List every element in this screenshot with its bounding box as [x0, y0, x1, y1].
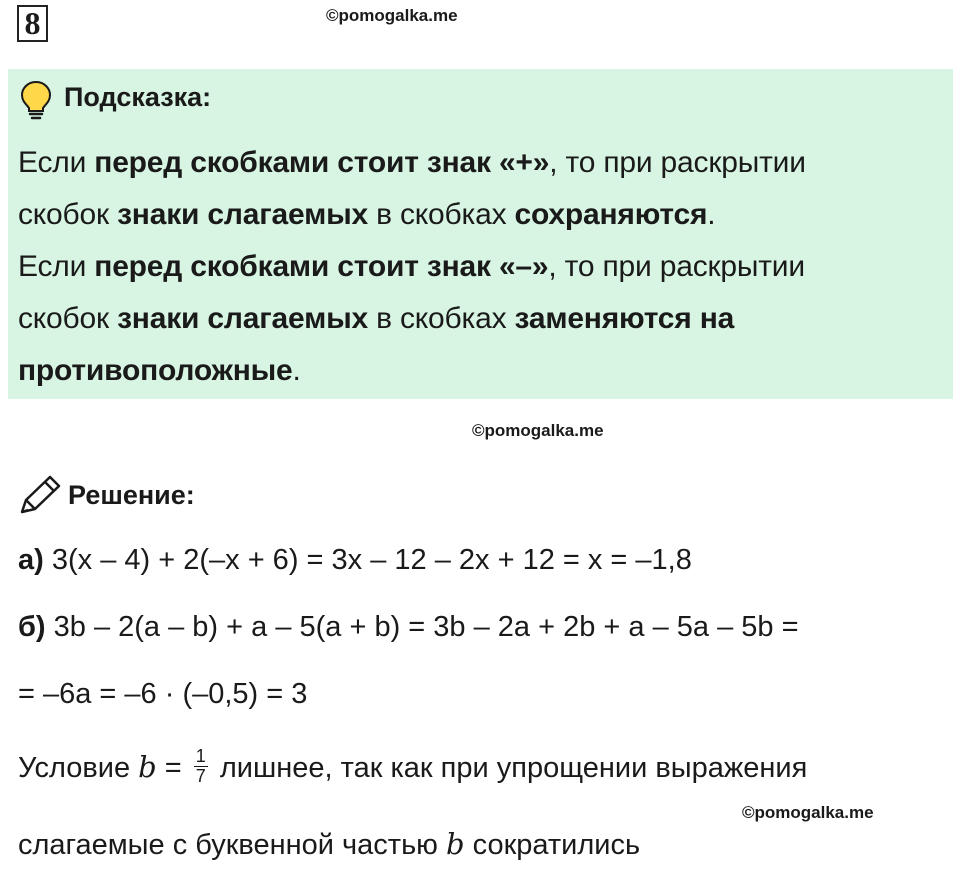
solution-part-b-line-2: = –6a = –6 · (–0,5) = 3 [18, 678, 308, 710]
solution-part-a: а) 3(x – 4) + 2(–x + 6) = 3x – 12 – 2x + 12 = x = –1,8 [18, 544, 692, 576]
hint-line-3: Если перед скобками стоит знак «–», то при раскрытии [18, 250, 805, 283]
problem-number: 8 [17, 5, 48, 42]
hint-line-1: Если перед скобками стоит знак «+», то при раскрытии [18, 146, 806, 179]
lightbulb-icon [20, 80, 52, 125]
watermark-top: ©pomogalka.me [326, 6, 458, 25]
hint-line-4: скобок знаки слагаемых в скобках заменяются на [18, 302, 735, 335]
hint-title: Подсказка: [64, 82, 212, 112]
fraction-one-seventh: $\frac{1}{7}$ [195, 746, 206, 786]
watermark-bottom: ©pomogalka.me [742, 803, 874, 822]
solution-title: Решение: [68, 480, 195, 510]
pencil-icon [18, 474, 62, 521]
condition-line: Условие b = $\frac{1}{7}$ лишнее, так как при упрощении выражения [18, 746, 808, 786]
watermark-middle: ©pomogalka.me [472, 421, 604, 440]
hint-box [8, 69, 953, 399]
solution-part-b-line-1: б) 3b – 2(a – b) + a – 5(a + b) = 3b – 2a + 2b + a – 5a – 5b = [18, 611, 799, 643]
hint-line-5: противоположные. [18, 354, 301, 387]
hint-line-2: скобок знаки слагаемых в скобках сохраняются. [18, 198, 716, 231]
conclusion-line: слагаемые с буквенной частью b сократились [18, 827, 641, 861]
